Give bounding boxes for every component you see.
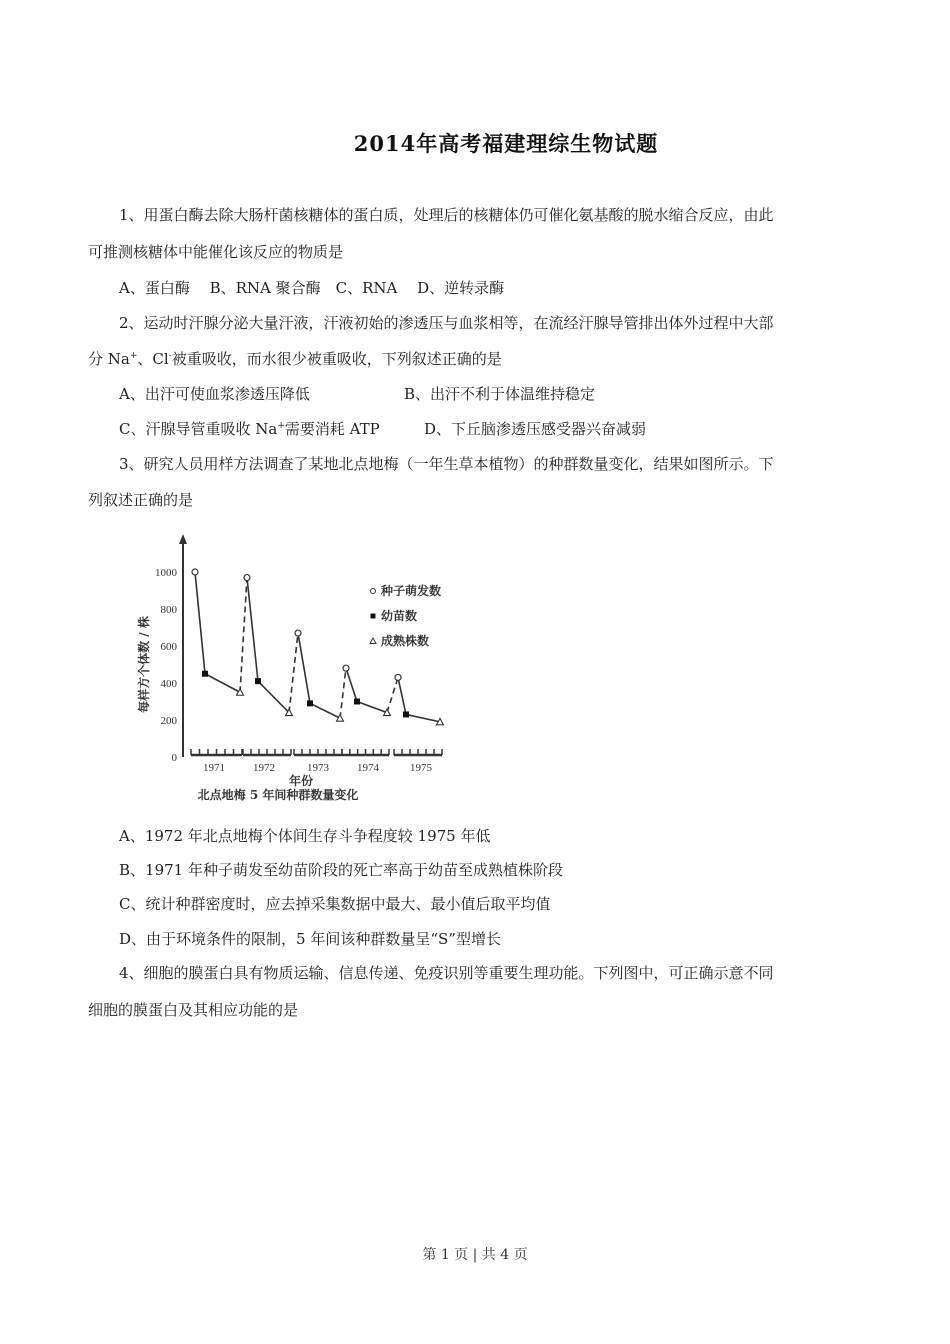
- legend-label: 成熟株数: [381, 634, 430, 648]
- seed-marker-icon: [343, 665, 349, 671]
- page-footer: 第 1 页 | 共 4 页: [422, 1247, 528, 1263]
- y-tick-label: 1000: [155, 567, 177, 579]
- q2-stem-rest: 被重吸收，而水很少被重吸收，下列叙述正确的是: [171, 350, 502, 368]
- sup-minus: -: [168, 351, 172, 361]
- year-solid-line: [195, 572, 240, 692]
- year-dashed-line: [340, 668, 346, 718]
- seedling-marker-icon: [255, 678, 261, 684]
- year-dashed-line: [387, 677, 398, 712]
- seedling-marker-icon: [202, 671, 208, 677]
- q1-options: A、蛋白酶 B、RNA 聚合酶 C、RNA D、逆转录酶: [119, 279, 505, 297]
- q2-stem-cl: 、Cl: [137, 350, 169, 368]
- chart-svg: [118, 518, 490, 808]
- q3-stem-line-1: 3、研究人员用样方法调查了某地北点地梅（一年生草本植物）的种群数量变化，结果如图所示。下: [119, 455, 774, 473]
- y-tick-label: 800: [160, 604, 177, 616]
- mature-marker-icon: [337, 715, 344, 722]
- q2-option-a: A、出汗可使血浆渗透压降低: [119, 385, 310, 403]
- seed-marker-icon: [244, 575, 250, 581]
- q1-stem-line-2: 可推测核糖体中能催化该反应的物质是: [88, 243, 344, 261]
- year-dashed-line: [240, 578, 247, 693]
- q3-option-a: A、1972 年北点地梅个体间生存斗争程度较 1975 年低: [119, 827, 491, 845]
- mature-marker-icon: [237, 689, 244, 696]
- q3-option-c: C、统计种群密度时，应去掉采集数据中最大、最小值后取平均值: [119, 895, 551, 913]
- x-tick-label: 1974: [357, 762, 379, 774]
- legend-label: 种子萌发数: [381, 584, 442, 598]
- q2-stem-line-2: [88, 349, 502, 369]
- q3-option-b: B、1971 年种子萌发至幼苗阶段的死亡率高于幼苗至成熟植株阶段: [119, 861, 563, 879]
- y-tick-label: 0: [171, 752, 177, 764]
- q3-stem-line-2: 列叙述正确的是: [88, 491, 194, 509]
- x-tick-label: 1973: [307, 762, 329, 774]
- seed-marker-icon: [192, 569, 198, 575]
- sup-plus: +: [129, 351, 138, 361]
- page-title: 2014年高考福建理综生物试题: [353, 131, 659, 156]
- q2-stem-na: 分 Na: [88, 350, 130, 368]
- y-tick-label: 400: [160, 678, 177, 690]
- legend-label: 幼苗数: [381, 609, 418, 623]
- q2-option-c-pre: C、汗腺导管重吸收 Na: [119, 420, 278, 438]
- seedling-marker-icon: [354, 699, 360, 705]
- seedling-marker-icon: [307, 700, 313, 706]
- seed-marker-icon: [295, 630, 301, 636]
- q1-stem-line-1: 1、用蛋白酶去除大肠杆菌核糖体的蛋白质，处理后的核糖体仍可催化氨基酸的脱水缩合反应，由此: [119, 206, 774, 224]
- q2-option-b: B、出汗不利于体温维持稳定: [404, 385, 596, 403]
- seed-marker-icon: [395, 674, 401, 680]
- q2-option-d: D、下丘脑渗透压感受器兴奋减弱: [424, 420, 647, 438]
- legend-mature-icon: [370, 638, 376, 644]
- population-chart: [118, 518, 490, 808]
- x-tick-label: 1971: [203, 762, 225, 774]
- q4-stem-line-2: 细胞的膜蛋白及其相应功能的是: [88, 1001, 299, 1019]
- q2-option-c-post: 需要消耗 ATP: [284, 420, 380, 438]
- seedling-marker-icon: [403, 711, 409, 717]
- x-axis-label: 年份: [288, 774, 314, 788]
- year-solid-line: [298, 633, 340, 718]
- y-tick-label: 200: [160, 715, 177, 727]
- x-tick-label: 1975: [410, 762, 432, 774]
- y-axis-arrow-icon: [179, 534, 187, 544]
- q2-stem-line-1: 2、运动时汗腺分泌大量汗液，汗液初始的渗透压与血浆相等，在流经汗腺导管排出体外过程中大部: [119, 314, 774, 332]
- chart-title: 北点地梅 5 年间种群数量变化: [197, 788, 359, 802]
- sup-plus: +: [277, 421, 285, 431]
- year-dashed-line: [289, 633, 298, 713]
- year-solid-line: [346, 668, 387, 712]
- q2-option-c: [119, 419, 380, 439]
- q3-option-d: D、由于环境条件的限制，5 年间该种群数量呈“S”型增长: [119, 930, 501, 948]
- y-axis-label: 每样方个体数 / 株: [137, 616, 151, 713]
- q4-stem-line-1: 4、细胞的膜蛋白具有物质运输、信息传递、免疫识别等重要生理功能。下列图中，可正确示意不同: [119, 964, 774, 982]
- legend-seed-icon: [371, 589, 376, 594]
- x-tick-label: 1972: [253, 762, 275, 774]
- legend-seedling-icon: [371, 614, 376, 619]
- year-solid-line: [247, 578, 289, 713]
- y-tick-label: 600: [160, 641, 177, 653]
